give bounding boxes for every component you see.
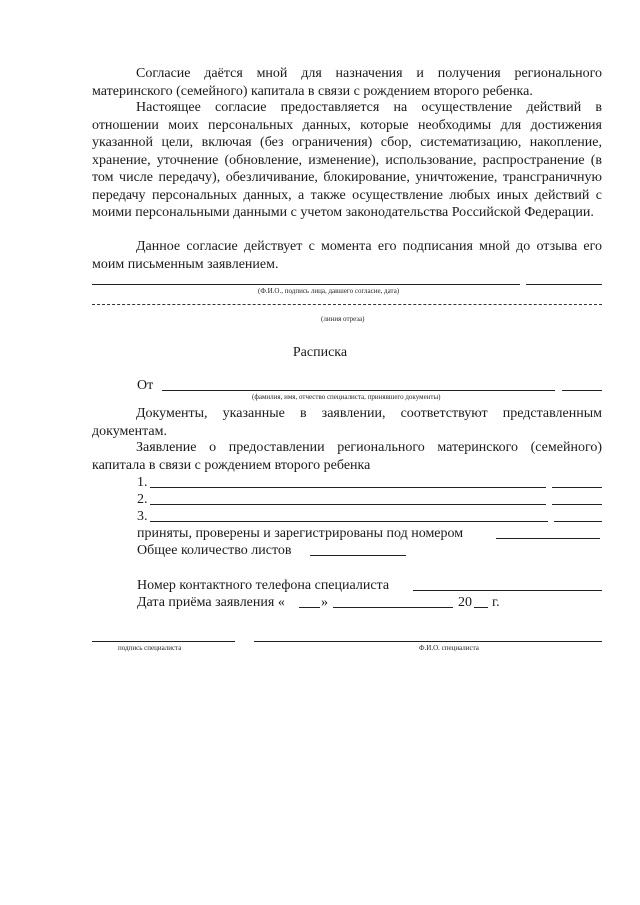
item-2-line-extra [552,504,602,505]
item-1-line-extra [552,487,602,488]
phone-label: Номер контактного телефона специалиста [137,578,390,593]
from-label: От [137,378,154,393]
date-year-suffix: г. [492,595,500,610]
accepted-text: приняты, проверены и зарегистрированы под номером [137,526,464,541]
item-3-number: 3. [137,509,148,524]
consent-paragraph-3: Данное согласие действует с момента его подписания мной до отзыва его моим письменным заявлением. [92,239,602,272]
item-3-line-extra [554,521,602,522]
specialist-name-caption: Ф.И.О. специалиста [419,644,479,652]
phone-line [413,590,602,591]
specialist-signature-line [92,641,235,642]
date-year-line [474,607,488,608]
consent-signature-line-extra [526,284,602,285]
cut-line-caption: (линия отреза) [321,315,365,323]
item-1-number: 1. [137,475,148,490]
from-line-extra [562,390,602,391]
item-2-line [150,504,546,505]
item-1-line [150,487,546,488]
specialist-signature-caption: подпись специалиста [118,644,182,652]
specialist-name-line [254,641,602,642]
item-3-line [150,521,548,522]
registration-number-line [496,538,600,539]
consent-paragraph-1: Согласие даётся мной для назначения и получения регионального материнского (семейного) капитала в связи с рождением второго ребенка. [92,66,602,99]
consent-paragraph-2: Настоящее согласие предоставляется на осуществление действий в отношении моих персональных данных, которые необходимы для достижения указанной цели, включая (без ограничения) сбор, систематизацию, накопление, хранение, уточнение (обновление, изменение), использование, распространение (в том числе передачу), обезличивание, блокирование, уничтожение, трансграничную передачу персональных данных, а также осуществление любых иных действий с моими персональными данными с учетом законодательства Российской Федерации. [92,100,602,220]
total-sheets-line [310,555,406,556]
from-caption: (фамилия, имя, отчество специалиста, принявшего документы) [252,393,441,401]
application-title: Заявление о предоставлении регионального материнского (семейного) капитала в связи с рождением второго ребенка [92,440,602,473]
total-sheets-label: Общее количество листов [137,543,292,558]
date-label-start: Дата приёма заявления « [137,595,285,610]
date-label-mid: » [321,595,328,610]
consent-signature-line [92,284,520,285]
date-year-prefix: 20 [458,595,472,610]
docs-statement: Документы, указанные в заявлении, соответствуют представленным документам. [92,406,602,439]
date-month-line [333,607,453,608]
cut-line [92,304,602,305]
consent-signature-caption: (Ф.И.О., подпись лица, давшего согласие, дата) [258,287,400,295]
date-day-line [299,607,320,608]
from-line [162,390,555,391]
receipt-title: Расписка [292,345,348,360]
item-2-number: 2. [137,492,148,507]
